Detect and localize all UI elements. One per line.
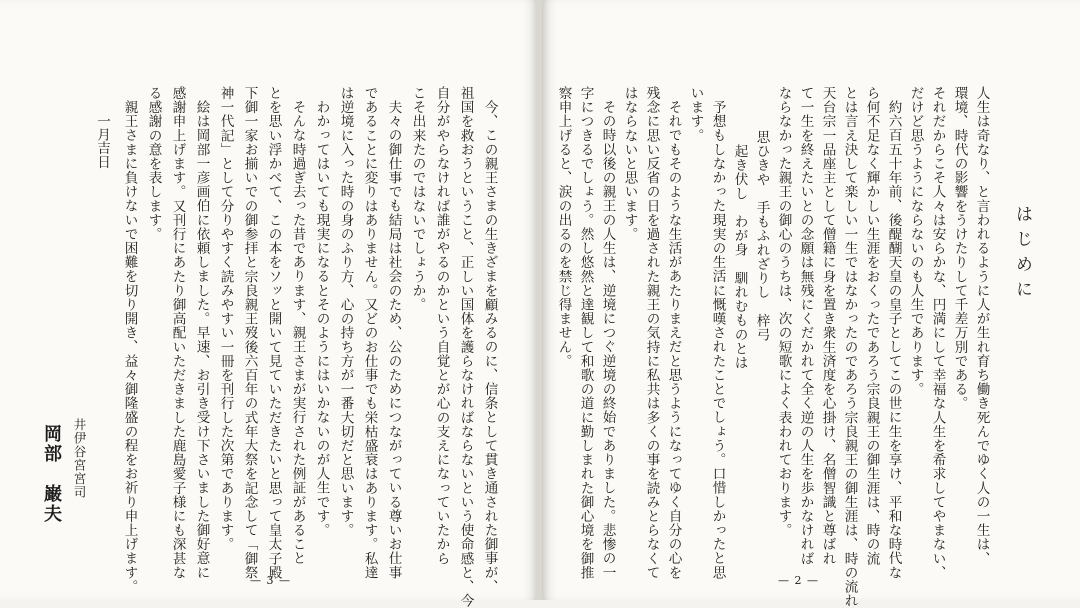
text-column: います。 (687, 86, 704, 143)
text-column: 夫々の御仕事でも結局は社会のため、公のためにつながっている尊いお仕事 (385, 100, 402, 580)
text-column: て一生を終えたいとの念願は無残にくだかれて全く逆の人生を歩かなければ (797, 86, 814, 566)
text-column: 天台宗一品座主として僧籍に身を置き衆生済度を心掛け、名僧智識と尊ばれ (819, 86, 836, 566)
page-number: — 2 — (778, 574, 819, 587)
text-column: そんな時過ぎ去った昔であります、親王さまが実行された例証があること (289, 100, 306, 566)
text-column: 親王さまに負けないで困難を切り開き、益々御隆盛の程をお祈り申上げます。 (121, 100, 138, 594)
page-number: — 3 — (250, 574, 291, 587)
text-column: 残念に思い反省の日を過された親王の気持に私共は多くの事を読みとらなくて (643, 86, 660, 580)
text-column: こそ出来たのではないでしょうか。 (409, 86, 426, 312)
text-column: ならなかった親王の御心のうちは、次の短歌によく表われております。 (775, 86, 792, 538)
text-column: それだからこそ人々は安らかな、円満にして幸福な人生を希求してやまない、 (929, 86, 946, 580)
text-column: 感謝申上げます。又刊行にあたり御高配いただきました鹿島愛子様にも深甚な (169, 86, 186, 580)
text-column: だけど思うようにならないのも人生であります。 (907, 86, 924, 397)
text-column: それでもそのような生活があたりまえだと思うようになってゆく自分の心を (665, 100, 682, 580)
text-column: 約六百五十年前、後醍醐天皇の皇子としてこの世に生を享け、平和な時代な (885, 100, 902, 580)
text-column: は逆境に入った時の身のふり方、心の持ち方が一番大切だと思います。 (337, 86, 354, 538)
signer-title: 井伊谷宮宮司 (72, 418, 87, 499)
page-3 (0, 0, 538, 608)
text-column: ら何不足なく輝かしい生涯をおくったであろう宗良親王の御生涯は、時の流 (863, 86, 880, 566)
text-column: る感謝の意を表します。 (145, 86, 162, 242)
text-column: 絵は岡部一彦画伯に依頼しました。早速、お引き受け下さいました御好意に (193, 100, 210, 580)
poem-line-1: 思ひきや 手もふれざりし 梓弓 (753, 130, 770, 342)
text-column: であることに変りはありません。又どのお仕事でも栄枯盛衰はあります。私達 (361, 86, 378, 580)
text-column: その時以後の親王の人生は、逆境につぐ逆境の終始でありました。悲惨の一 (599, 100, 616, 580)
text-column: とを思い浮かべて、この本をソッと開いて見ていただきたいと思って皇太子殿 (265, 86, 282, 580)
text-column: 字につきるでしょう。然し悠然と達観して和歌の道に勤しまれた御心境を御推 (577, 86, 594, 580)
text-column: 神一代記」として分りやすく読みやすい一冊を刊行した次第であります。 (217, 86, 234, 552)
text-column: はならないと思います。 (621, 86, 638, 242)
text-column: 下御一家お揃いでの御参拝と宗良親王歿後六百年の式年大祭を記念して「御祭 (241, 86, 258, 580)
text-column: 予想もしなかった現実の生活に慨嘆されたことでしょう。口惜しかったと思 (709, 100, 726, 580)
heading: はじめに (1012, 205, 1032, 305)
page-2 (542, 0, 1080, 608)
text-column: 自分がやらなければ誰がやるのかという自覚とが心の支えになっていたから (433, 86, 450, 566)
signer-name: 岡部 巌夫 (41, 424, 62, 524)
text-column: 今、この親王さまの生きざまを顧みるのに、信条として貫き通された御事が、 (481, 100, 498, 594)
text-column: 察申上げると、涙の出るのを禁じ得ません。 (555, 86, 572, 368)
text-column: わかってはいても現実になるとそのようにはいかないのが人生です。 (313, 100, 330, 538)
text-column: とは言え決して楽しい一生ではなかったのであろう宗良親王の御生涯は、時の流れ (841, 86, 858, 608)
text-column: 人生は奇なり、と言われるように人が生れ育ち働き死んでゆく人の一生は、 (973, 86, 990, 566)
date-line: 一月吉日 (94, 114, 110, 169)
poem-line-2: 起き伏し わが身 馴れむものとは (731, 144, 748, 370)
text-column: 環境、時代の影響をうけたりして千差万別である。 (951, 86, 968, 411)
text-column: 祖国を救おうということ、正しい国体を護らなければならないという使命感と、今 (457, 86, 474, 608)
